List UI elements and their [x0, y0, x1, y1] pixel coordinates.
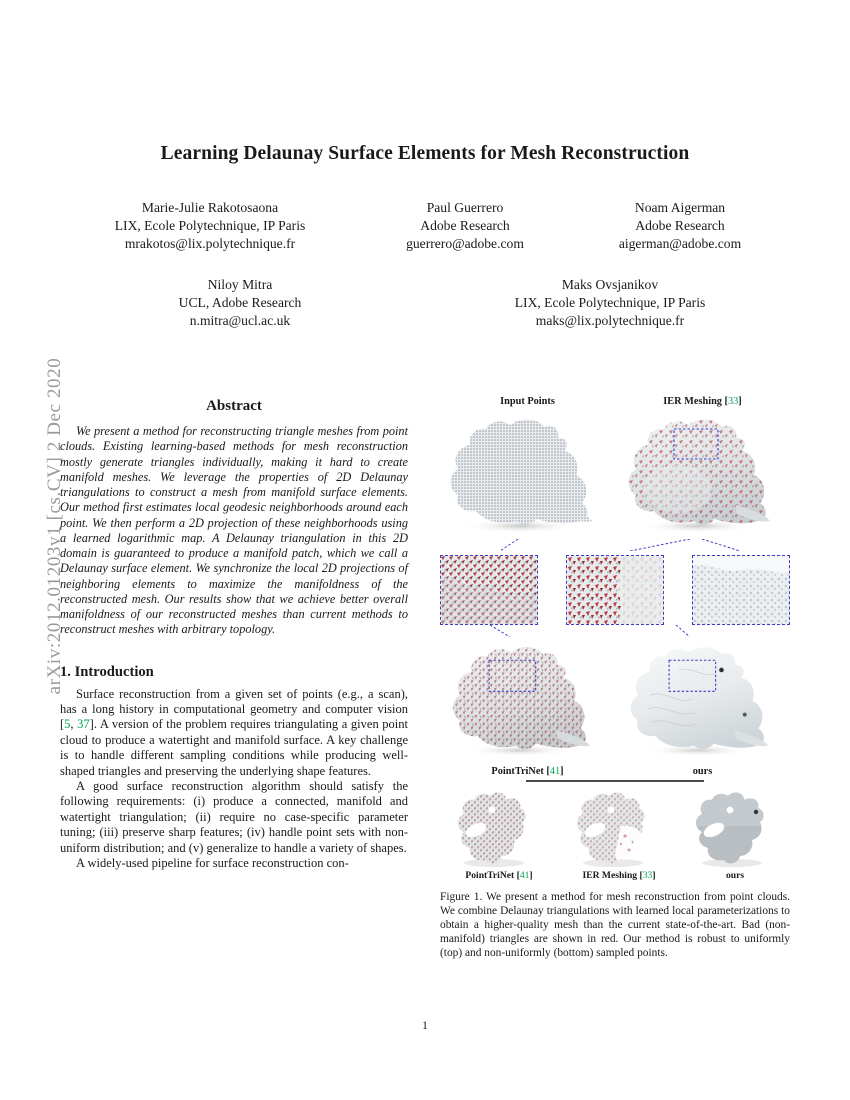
- figure-caption: Figure 1. We present a method for mesh reconstruction from point clouds. We combine Delaunay triangulations with learned local parameterizations to obtain a higher-quality mesh than the current state-of-the-art. Bad (non-manifold) triangles are shown in red. Our method is robust to uniformly (top) and non-uniformly (bottom) sampled points.: [440, 891, 790, 959]
- label-ours-bottom: ours: [725, 870, 745, 881]
- author-name: Marie-Julie Rakotosaona: [141, 200, 279, 215]
- citation-41[interactable]: 41: [549, 766, 561, 777]
- author-row-1: [60, 199, 790, 254]
- author-name: Niloy Mitra: [207, 276, 273, 292]
- zoom-crop-2: [566, 555, 664, 625]
- intro-text-a: Surface reconstruction from a given set of points (e.g., a scan), has a long history in computational geometry and computer vision [: [60, 686, 408, 732]
- page-title: Learning Delaunay Surface Elements for Mesh Reconstruction: [160, 143, 690, 164]
- ours-render-bottom: [678, 786, 790, 870]
- label-ier-meshing-top: IER Meshing [33]: [663, 396, 742, 407]
- label-pointtrinet-bottom: PointTriNet [41]: [465, 870, 533, 881]
- mesh-ier-bottom: [559, 786, 671, 870]
- abstract-heading: Abstract: [206, 398, 262, 414]
- figure-mid-mesh-row: [440, 637, 790, 765]
- mesh-pointtrinet-mid: [440, 637, 612, 765]
- citation-37[interactable]: 37: [77, 717, 90, 732]
- author-affiliation: Adobe Research: [635, 218, 725, 234]
- author-email: maks@lix.polytechnique.fr: [535, 313, 685, 329]
- introduction-section: [60, 664, 408, 872]
- introduction-heading: 1. Introduction: [60, 663, 154, 680]
- author-email: guerrero@adobe.com: [406, 236, 524, 252]
- author-email: mrakotos@lix.polytechnique.fr: [124, 236, 296, 252]
- mesh-ours-mid: [618, 637, 790, 765]
- introduction-paragraph-1: [60, 687, 408, 779]
- author-affiliation: LIX, Ecole Polytechnique, IP Paris: [514, 294, 706, 310]
- figure-top-mesh-row: [440, 409, 790, 541]
- author-entry: [485, 276, 735, 331]
- author-entry: [115, 276, 365, 331]
- mesh-ours-bottom: [678, 786, 790, 870]
- author-email: aigerman@adobe.com: [618, 236, 742, 252]
- figure-top-labels: [440, 396, 790, 407]
- figure-mid-labels: [440, 766, 790, 777]
- right-column: [440, 396, 790, 960]
- page-number: 1: [422, 1018, 428, 1032]
- author-block: [60, 199, 790, 330]
- mesh-pointtrinet-bottom: [440, 786, 552, 870]
- mesh-ier-top: [618, 409, 790, 541]
- author-name: Maks Ovsjanikov: [561, 276, 659, 292]
- introduction-paragraph-3: A widely-used pipeline for surface reconstruction con-: [76, 855, 349, 870]
- zoom-crop-3: [692, 555, 790, 625]
- figure-bottom-labels: [440, 870, 790, 881]
- author-entry: [360, 199, 570, 254]
- label-pointtrinet-mid: PointTriNet [41]: [491, 766, 564, 777]
- figure-1: [440, 396, 790, 960]
- figure-zoom-crops: [440, 555, 790, 625]
- author-name: Paul Guerrero: [426, 200, 504, 215]
- input-points-render: [440, 409, 612, 541]
- author-name: Noam Aigerman: [634, 200, 726, 215]
- author-affiliation: LIX, Ecole Polytechnique, IP Paris: [114, 218, 306, 234]
- pointtrinet-render-bottom: [440, 786, 552, 870]
- author-affiliation: UCL, Adobe Research: [178, 294, 302, 310]
- author-entry: [60, 199, 360, 254]
- intro-text-b: ]. A version of the problem requires triangulating a given point cloud to produce a watertight and manifold surface. A key challenge is to handle different sampling conditions while producing well-shaped triangles and preserving the underlying shape features.: [60, 717, 409, 778]
- ier-meshing-render-bottom: [559, 786, 671, 870]
- arxiv-stamp: arXiv:2012.01203v1 [cs.CV] 2 Dec 2020: [44, 357, 65, 695]
- label-input-points: Input Points: [500, 396, 555, 407]
- figure-bottom-mesh-row: [440, 786, 790, 870]
- introduction-paragraph-2: A good surface reconstruction algorithm should satisfy the following requirements: (i) produce a connected, manifold and watertight triangulation; (ii) require no case-specific parameter tuning; (iii) preserve sharp features; (iv) handle point sets with non-uniform distribution; and (v) generalize to handle a variety of shapes.: [60, 778, 408, 855]
- zoom-crop-1: [440, 555, 538, 625]
- label-ier-meshing-bottom: IER Meshing [33]: [582, 870, 656, 881]
- author-email: n.mitra@ucl.ac.uk: [189, 313, 291, 329]
- pointtrinet-render-mid: [440, 637, 612, 765]
- ours-render-mid: [618, 637, 790, 765]
- left-column: [60, 398, 408, 871]
- author-entry: [570, 199, 790, 254]
- citation-33[interactable]: 33: [727, 396, 739, 407]
- figure-divider: [526, 780, 704, 782]
- ier-meshing-render-top: [618, 409, 790, 541]
- citation-5[interactable]: 5: [64, 717, 71, 732]
- citation-separator: ,: [70, 717, 78, 732]
- author-affiliation: Adobe Research: [420, 218, 510, 234]
- abstract-body: We present a method for reconstructing triangle meshes from point clouds. Existing learning-based methods for mesh reconstruction mostly generate triangles individually, making it hard to create manifold meshes. We leverage the properties of 2D Delaunay triangulations to construct a mesh from manifold surface elements. Our method first estimates local geodesic neighborhoods around each point. We then perform a 2D projection of these neighborhoods using a learned logarithmic map. A Delaunay triangulation in this 2D domain is guaranteed to produce a manifold patch, which we call a Delaunay surface element. We synchronize the local 2D projections of neighboring elements to maximize the manifoldness of the reconstructed mesh. Our results show that we achieve better overall manifoldness of our reconstructed meshes than current methods to reconstruct meshes with arbitrary topology.: [60, 424, 408, 637]
- leader-lines-bottom: [440, 625, 790, 637]
- mesh-input-points: [440, 409, 612, 541]
- citation-41[interactable]: 41: [519, 870, 530, 881]
- label-ours-mid: ours: [692, 766, 713, 777]
- citation-33[interactable]: 33: [642, 870, 653, 881]
- author-row-2: [60, 276, 790, 331]
